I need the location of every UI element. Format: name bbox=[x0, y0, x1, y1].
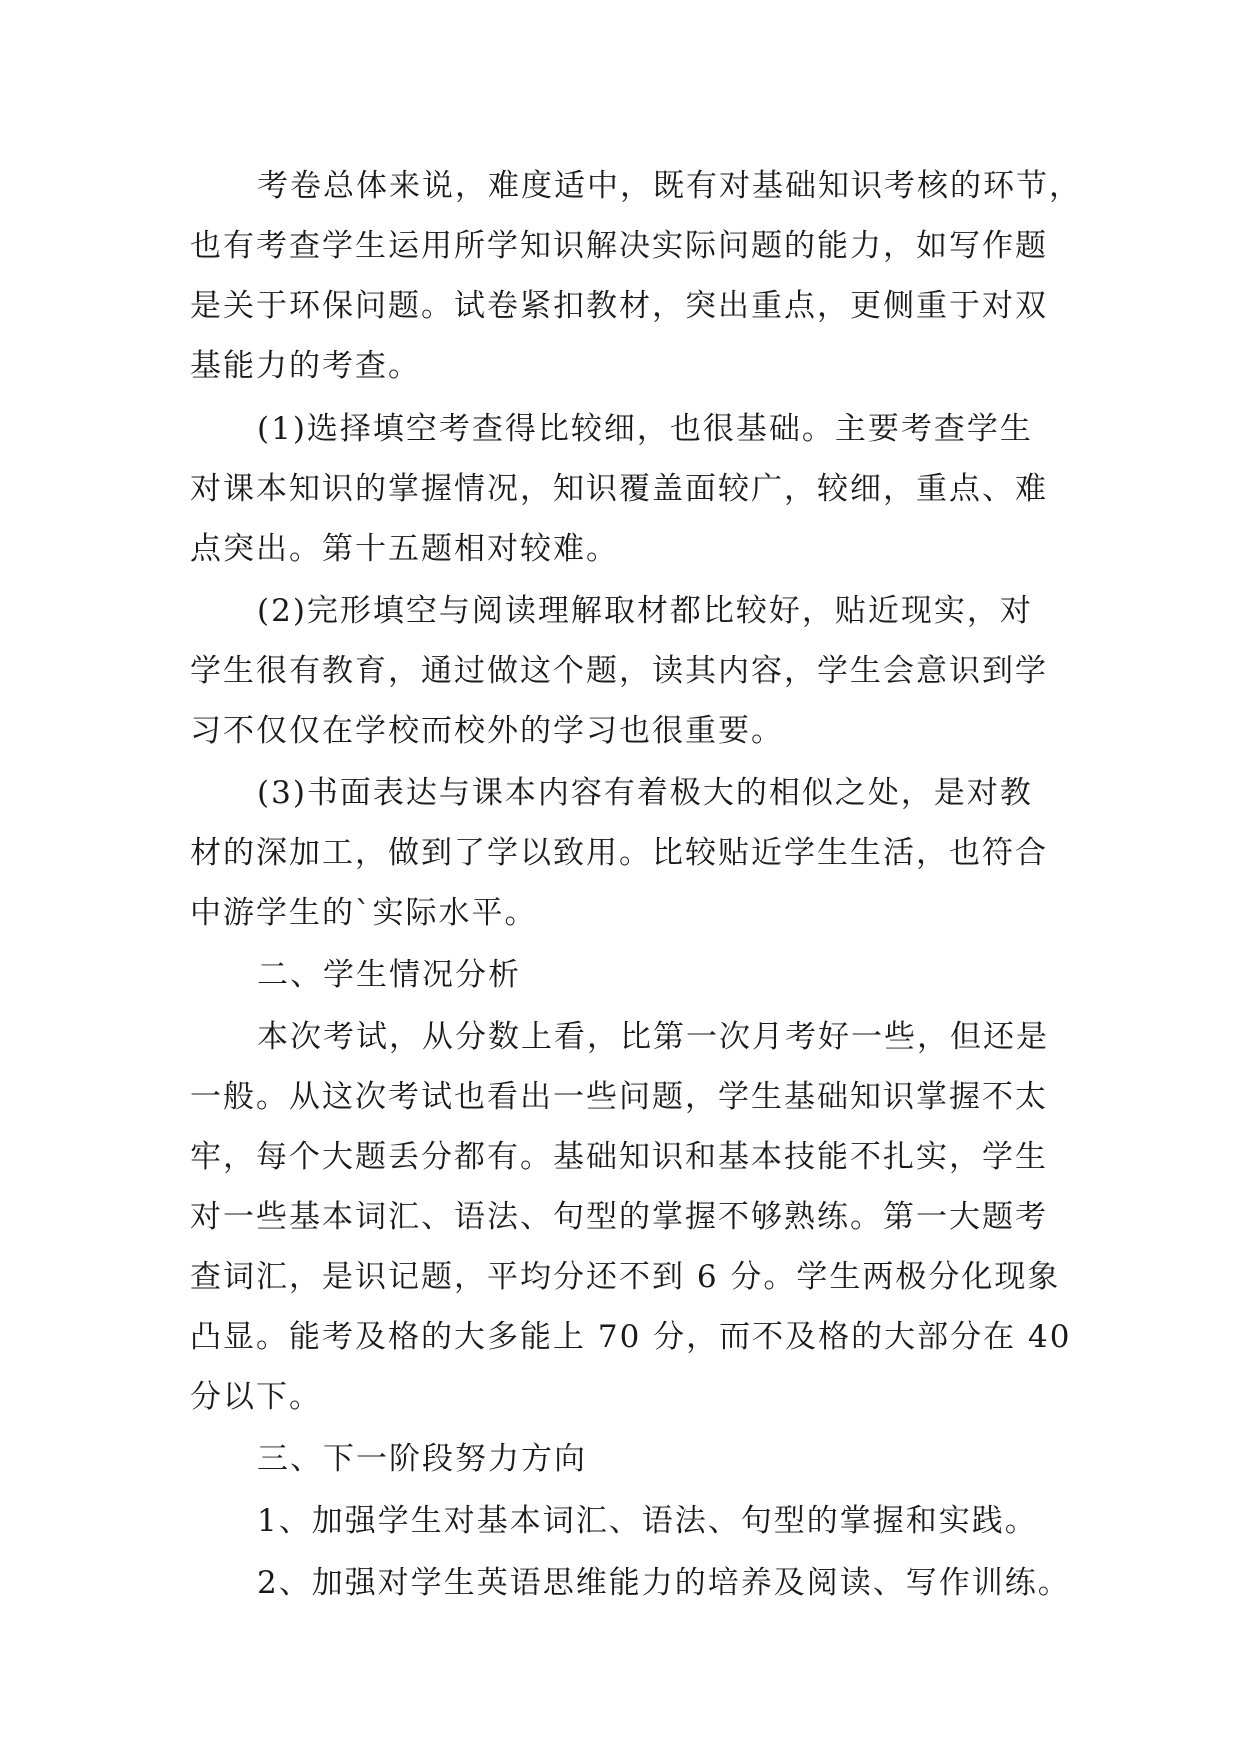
paragraph-line: 基能力的考查。 bbox=[190, 348, 421, 384]
paragraph-line: 中游学生的`实际水平。 bbox=[190, 895, 538, 931]
paragraph-line: 一般。从这次考试也看出一些问题，学生基础知识掌握不太 bbox=[190, 1079, 1048, 1115]
paragraph-line: 查词汇，是识记题，平均分还不到 6 分。学生两极分化现象 bbox=[190, 1259, 1061, 1295]
list-item: 1、加强学生对基本词汇、语法、句型的掌握和实践。 bbox=[257, 1503, 1038, 1539]
paragraph-line: 材的深加工，做到了学以致用。比较贴近学生生活，也符合 bbox=[190, 835, 1048, 871]
paragraph-line: 凸显。能考及格的大多能上 70 分，而不及格的大部分在 40 bbox=[190, 1319, 1072, 1355]
paragraph-line: 考卷总体来说，难度适中，既有对基础知识考核的环节， bbox=[257, 168, 1082, 204]
list-item: 2、加强对学生英语思维能力的培养及阅读、写作训练。 bbox=[257, 1565, 1071, 1601]
paragraph-line: (2)完形填空与阅读理解取材都比较好，贴近现实，对 bbox=[257, 593, 1033, 629]
paragraph-line: 也有考查学生运用所学知识解决实际问题的能力，如写作题 bbox=[190, 228, 1048, 264]
paragraph-line: 点突出。第十五题相对较难。 bbox=[190, 531, 619, 567]
paragraph-line: (1)选择填空考查得比较细，也很基础。主要考查学生 bbox=[257, 411, 1033, 447]
paragraph-line: 学生很有教育，通过做这个题，读其内容，学生会意识到学 bbox=[190, 653, 1048, 689]
section-heading: 三、下一阶段努力方向 bbox=[257, 1441, 587, 1477]
paragraph-line: 对课本知识的掌握情况，知识覆盖面较广，较细，重点、难 bbox=[190, 471, 1048, 507]
paragraph-line: 牢，每个大题丢分都有。基础知识和基本技能不扎实，学生 bbox=[190, 1139, 1048, 1175]
paragraph-line: 本次考试，从分数上看，比第一次月考好一些，但还是 bbox=[257, 1019, 1049, 1055]
paragraph-line: 对一些基本词汇、语法、句型的掌握不够熟练。第一大题考 bbox=[190, 1199, 1048, 1235]
paragraph-line: 是关于环保问题。试卷紧扣教材，突出重点，更侧重于对双 bbox=[190, 288, 1048, 324]
paragraph-line: 习不仅仅在学校而校外的学习也很重要。 bbox=[190, 713, 784, 749]
section-heading: 二、学生情况分析 bbox=[257, 957, 521, 993]
paragraph-line: (3)书面表达与课本内容有着极大的相似之处，是对教 bbox=[257, 775, 1033, 811]
paragraph-line: 分以下。 bbox=[190, 1379, 322, 1415]
